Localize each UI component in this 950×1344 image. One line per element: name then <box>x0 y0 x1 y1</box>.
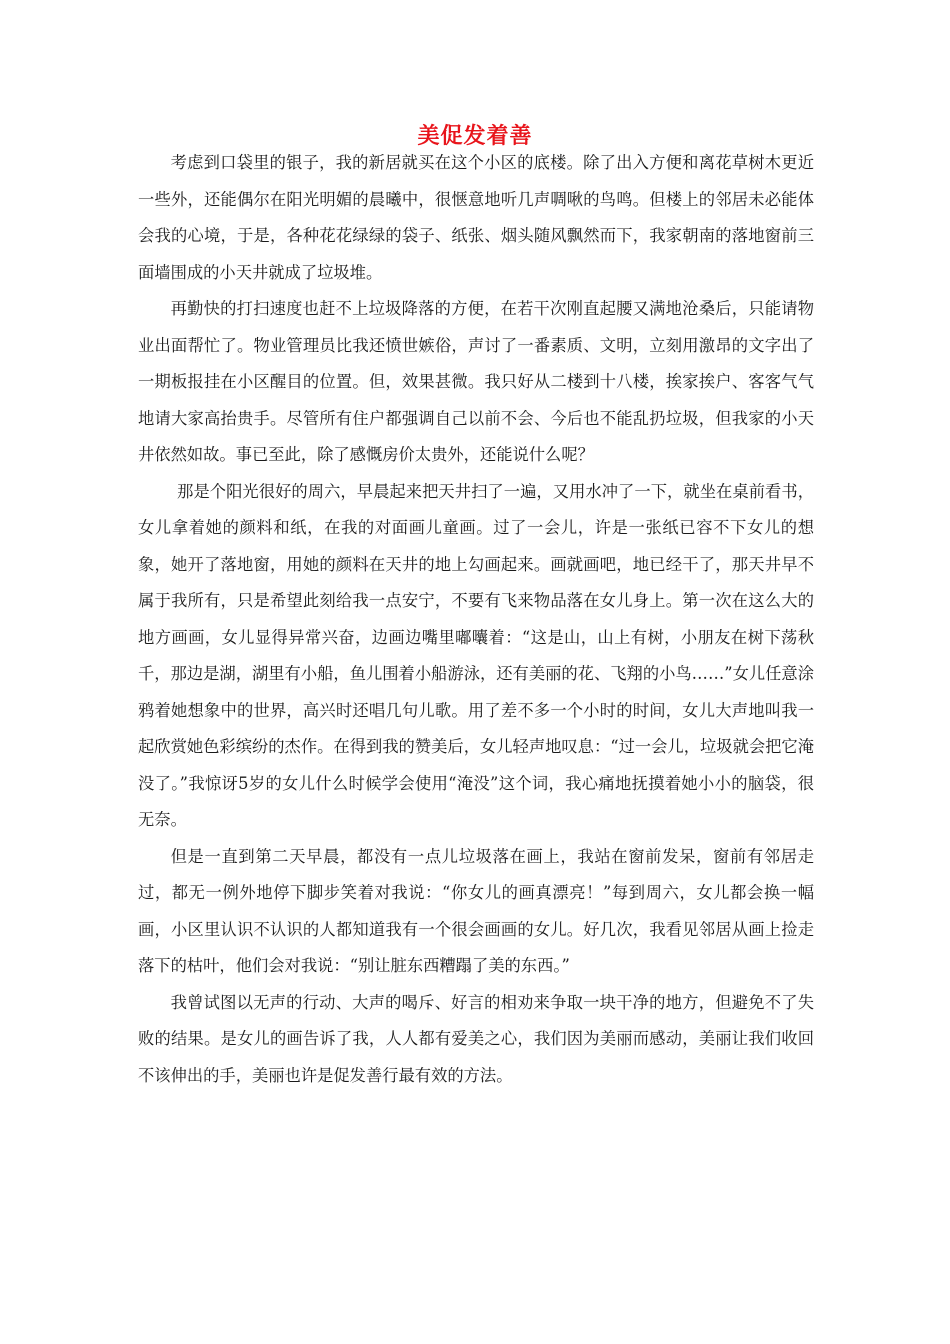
paragraph: 考虑到口袋里的银子，我的新居就买在这个小区的底楼。除了出入方便和离花草树木更近一些外，还能偶尔在阳光明媚的晨曦中，很惬意地听几声啁啾的鸟鸣。但楼上的邻居未必能体会我的心境，于是，各种花花绿绿的袋子、纸张、烟头随风飘然而下，我家朝南的落地窗前三面墙围成的小天井就成了垃圾堆。 <box>138 153 814 282</box>
paragraph: 我曾试图以无声的行动、大声的喝斥、好言的相劝来争取一块干净的地方，但避免不了失败的结果。是女儿的画告诉了我，人人都有爱美之心，我们因为美丽而感动，美丽让我们收回不该伸出的手，美丽也许是促发善行最有效的方法。 <box>138 992 814 1085</box>
paragraph: 但是一直到第二天早晨，都没有一点儿垃圾落在画上，我站在窗前发呆，窗前有邻居走过，都无一例外地停下脚步笑着对我说：“你女儿的画真漂亮！”每到周六，女儿都会换一幅画，小区里认识不认识的人都知道我有一个很会画画的女儿。好几次，我看见邻居从画上捡走落下的枯叶，他们会对我说：“别让脏东西糟蹋了美的东西。” <box>138 846 814 975</box>
paragraph: 那是个阳光很好的周六，早晨起来把天井扫了一遍，又用水冲了一下，就坐在桌前看书，女儿拿着她的颜料和纸，在我的对面画儿童画。过了一会儿，许是一张纸已容不下女儿的想象，她开了落地窗，用她的颜料在天井的地上勾画起来。画就画吧，地已经干了，那天井早不属于我所有，只是希望此刻给我一点安宁，不要有飞来物品落在女儿身上。第一次在这么大的地方画画，女儿显得异常兴奋，边画边嘴里嘟囔着：“这是山，山上有树，小朋友在树下荡秋千，那边是湖，湖里有小船，鱼儿围着小船游泳，还有美丽的花、飞翔的小鸟……”女儿任意涂鸦着她想象中的世界，高兴时还唱几句儿歌。用了差不多一个小时的时间，女儿大声地叫我一起欣赏她色彩缤纷的杰作。在得到我的赞美后，女儿轻声地叹息：“过一会儿，垃圾就会把它淹没了。”我惊讶5岁的女儿什么时候学会使用“淹没”这个词，我心痛地抚摸着她小小的脑袋，很无奈。 <box>138 481 814 829</box>
paragraph: 再勤快的打扫速度也赶不上垃圾降落的方便，在若干次刚直起腰又满地沧桑后，只能请物业出面帮忙了。物业管理员比我还愤世嫉俗，声讨了一番素质、文明，立刻用激昂的文字出了一期板报挂在小区醒目的位置。但，效果甚微。我只好从二楼到十八楼，挨家挨户、客客气气地请大家高抬贵手。尽管所有住户都强调自己以前不会、今后也不能乱扔垃圾，但我家的小天井依然如故。事已至此，除了感慨房价太贵外，还能说什么呢？ <box>138 299 814 464</box>
document-title: 美促发着善 <box>417 123 533 149</box>
document-body <box>138 145 814 1094</box>
